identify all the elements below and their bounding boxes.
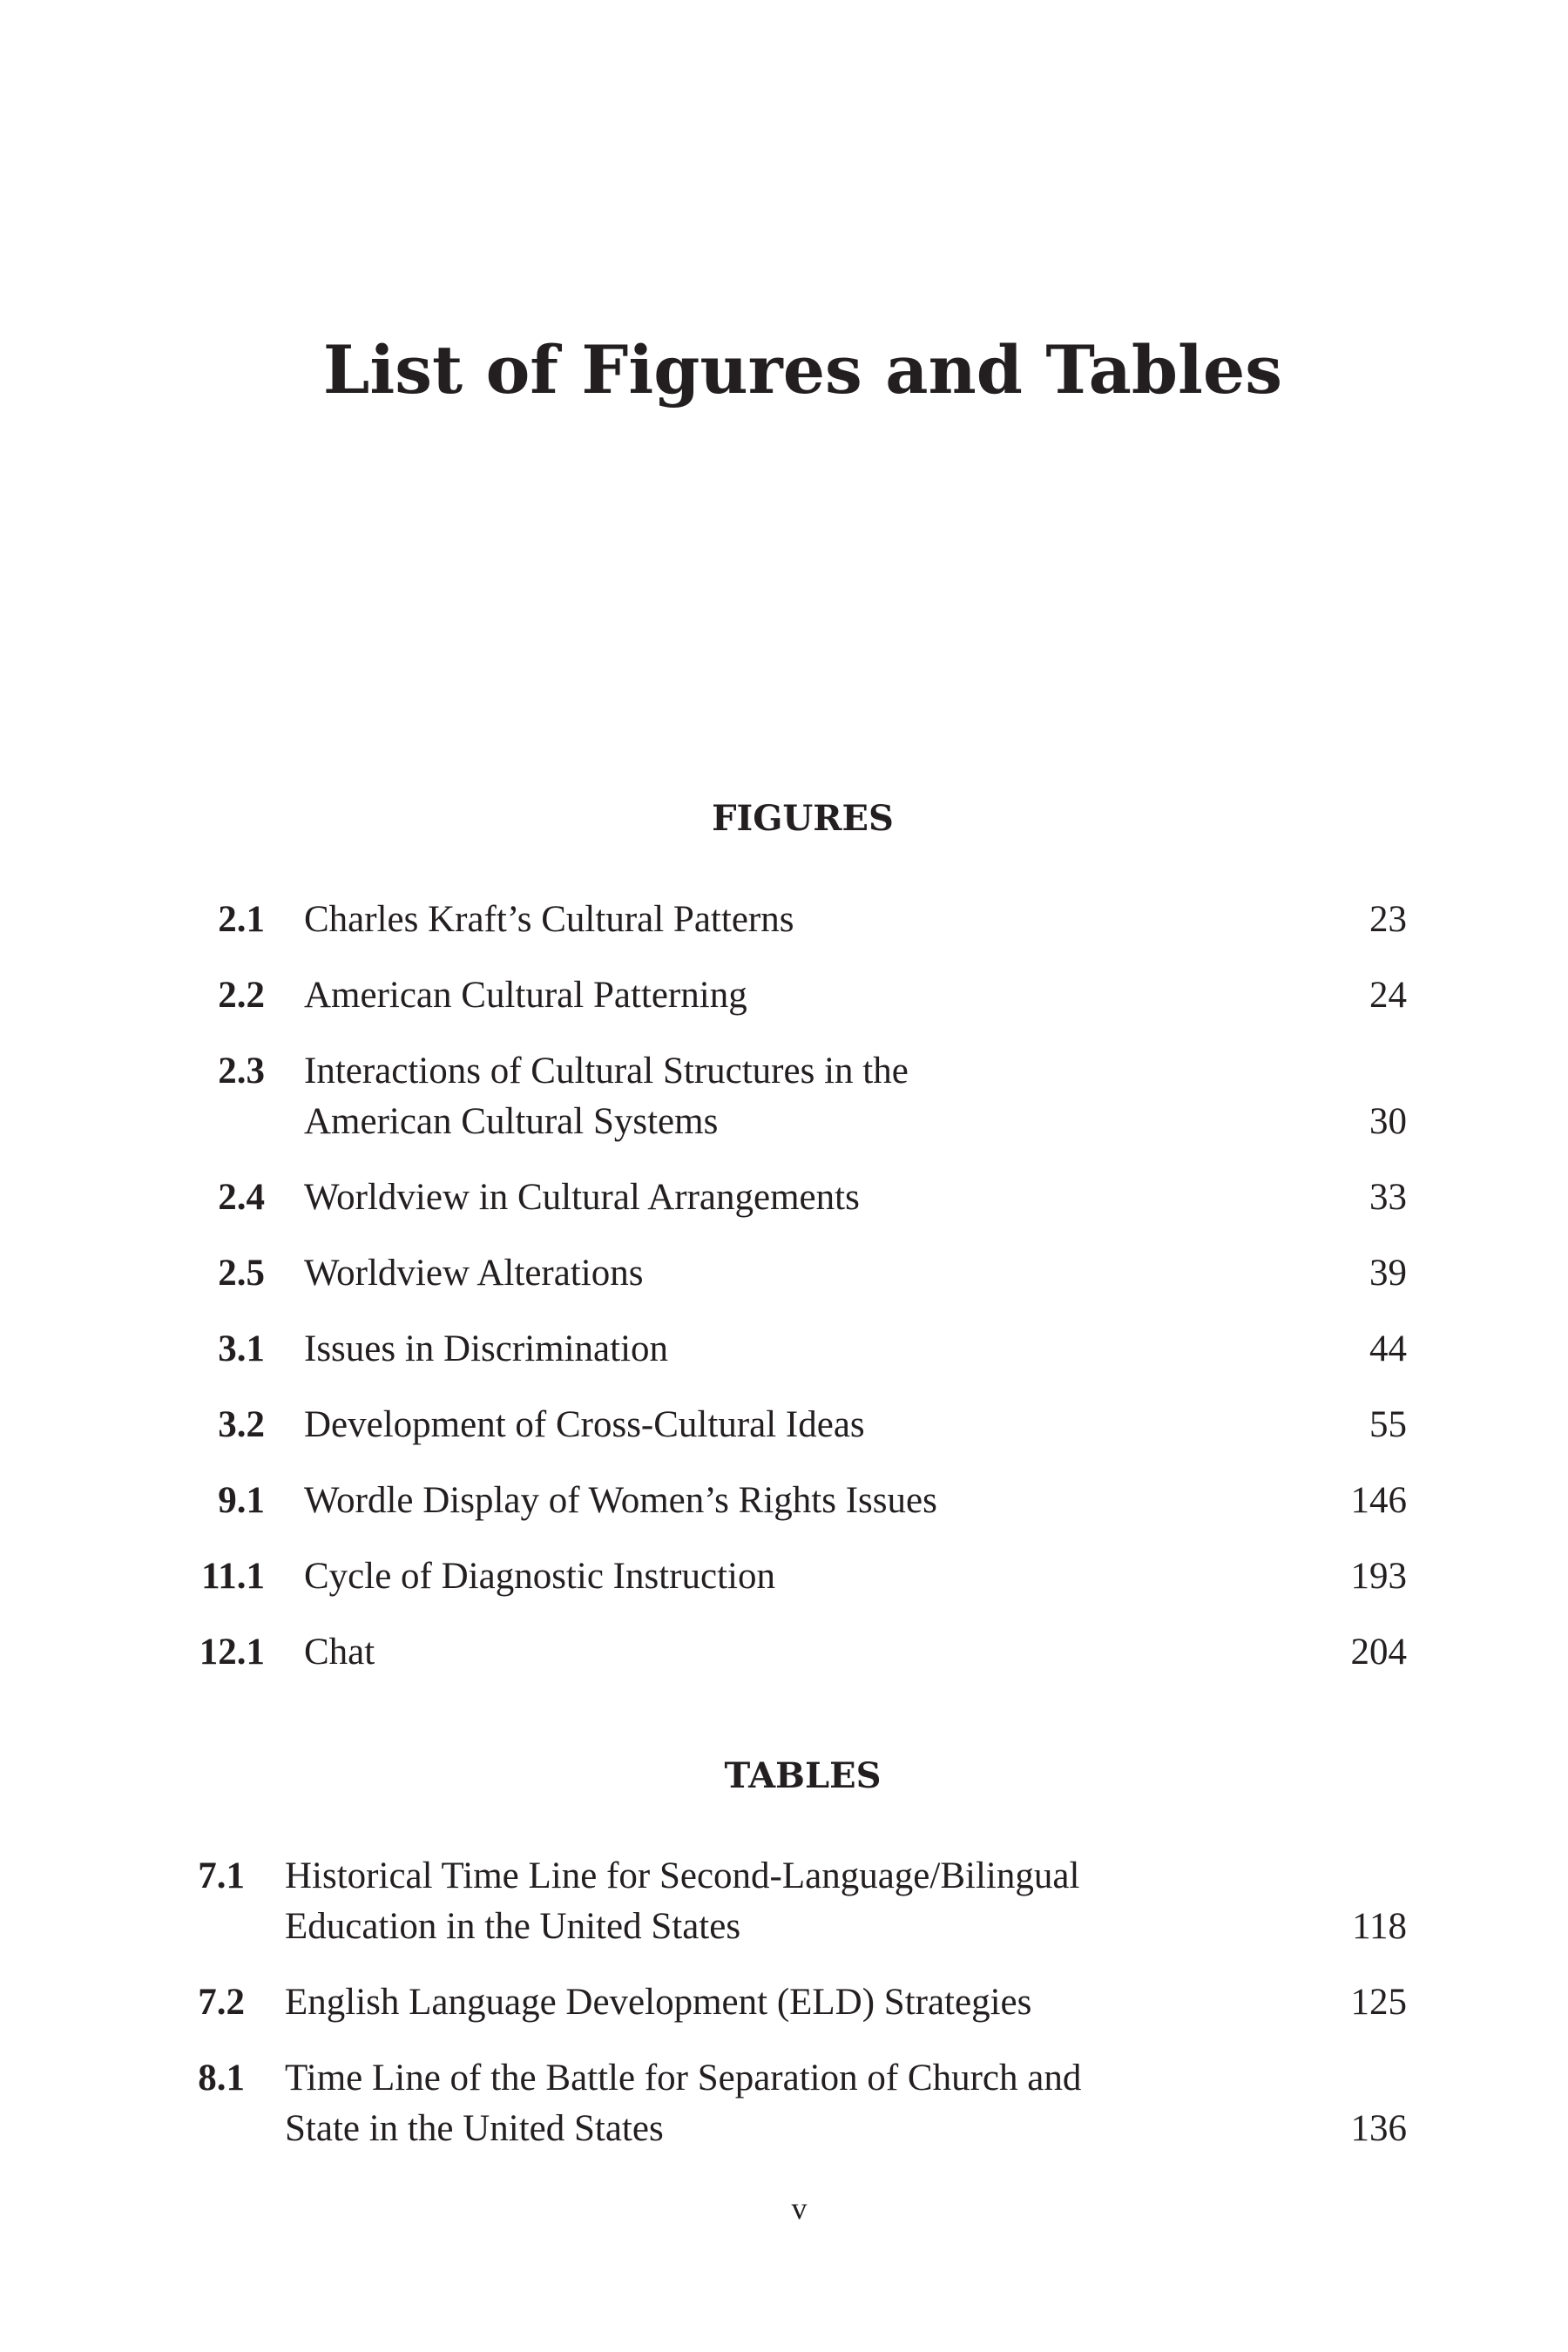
entry-page: 118	[1352, 1906, 1407, 1947]
entry-page: 23	[1369, 899, 1407, 940]
entry-title: Development of Cross-Cultural Ideas	[304, 1404, 865, 1445]
entry-number: 3.1	[218, 1328, 265, 1369]
page-title: List of Figures and Tables	[322, 331, 1283, 409]
entry-number: 8.1	[198, 2058, 245, 2099]
entry-number: 2.2	[218, 975, 265, 1016]
entry-number: 2.3	[218, 1051, 265, 1092]
entry-page: 204	[1350, 1632, 1407, 1673]
entry-page: 55	[1369, 1404, 1407, 1445]
entry-number: 9.1	[218, 1480, 265, 1521]
entry-title: Historical Time Line for Second-Language/Bilingual Education in the United States	[285, 1855, 1080, 1947]
entry-page: 24	[1369, 975, 1407, 1016]
entry-page: 136	[1350, 2108, 1407, 2149]
entry-page: 33	[1369, 1177, 1407, 1218]
page-number: v	[791, 2191, 808, 2226]
entry-number: 2.4	[218, 1177, 265, 1218]
entry-page: 30	[1369, 1101, 1407, 1142]
entry-title: Chat	[304, 1632, 375, 1673]
entry-page: 44	[1369, 1328, 1407, 1369]
entry-number: 12.1	[199, 1632, 265, 1673]
entry-title: Worldview Alterations	[304, 1253, 644, 1294]
entry-title: English Language Development (ELD) Strategies	[285, 1982, 1032, 2023]
entry-title: Time Line of the Battle for Separation of Church and State in the United States	[285, 2058, 1082, 2149]
entry-title: Interactions of Cultural Structures in the American Cultural Systems	[304, 1051, 909, 1142]
entry-page: 146	[1350, 1480, 1407, 1521]
entry-number: 7.2	[198, 1982, 245, 2023]
entry-number: 3.2	[218, 1404, 265, 1445]
entry-title: Wordle Display of Women’s Rights Issues	[304, 1480, 937, 1521]
entry-page: 125	[1350, 1982, 1407, 2023]
tables-heading: TABLES	[724, 1755, 882, 1796]
entry-title: Worldview in Cultural Arrangements	[304, 1177, 860, 1218]
entry-title: Cycle of Diagnostic Instruction	[304, 1556, 775, 1597]
entry-number: 7.1	[198, 1855, 245, 1896]
entry-number: 11.1	[201, 1556, 265, 1597]
entry-number: 2.1	[218, 899, 265, 940]
figures-heading: FIGURES	[712, 798, 894, 839]
entry-page: 193	[1350, 1556, 1407, 1597]
entry-number: 2.5	[218, 1253, 265, 1294]
entry-title: Charles Kraft’s Cultural Patterns	[304, 899, 794, 940]
entry-page: 39	[1369, 1253, 1407, 1294]
entry-title: Issues in Discrimination	[304, 1328, 669, 1369]
entry-title: American Cultural Patterning	[304, 975, 747, 1016]
